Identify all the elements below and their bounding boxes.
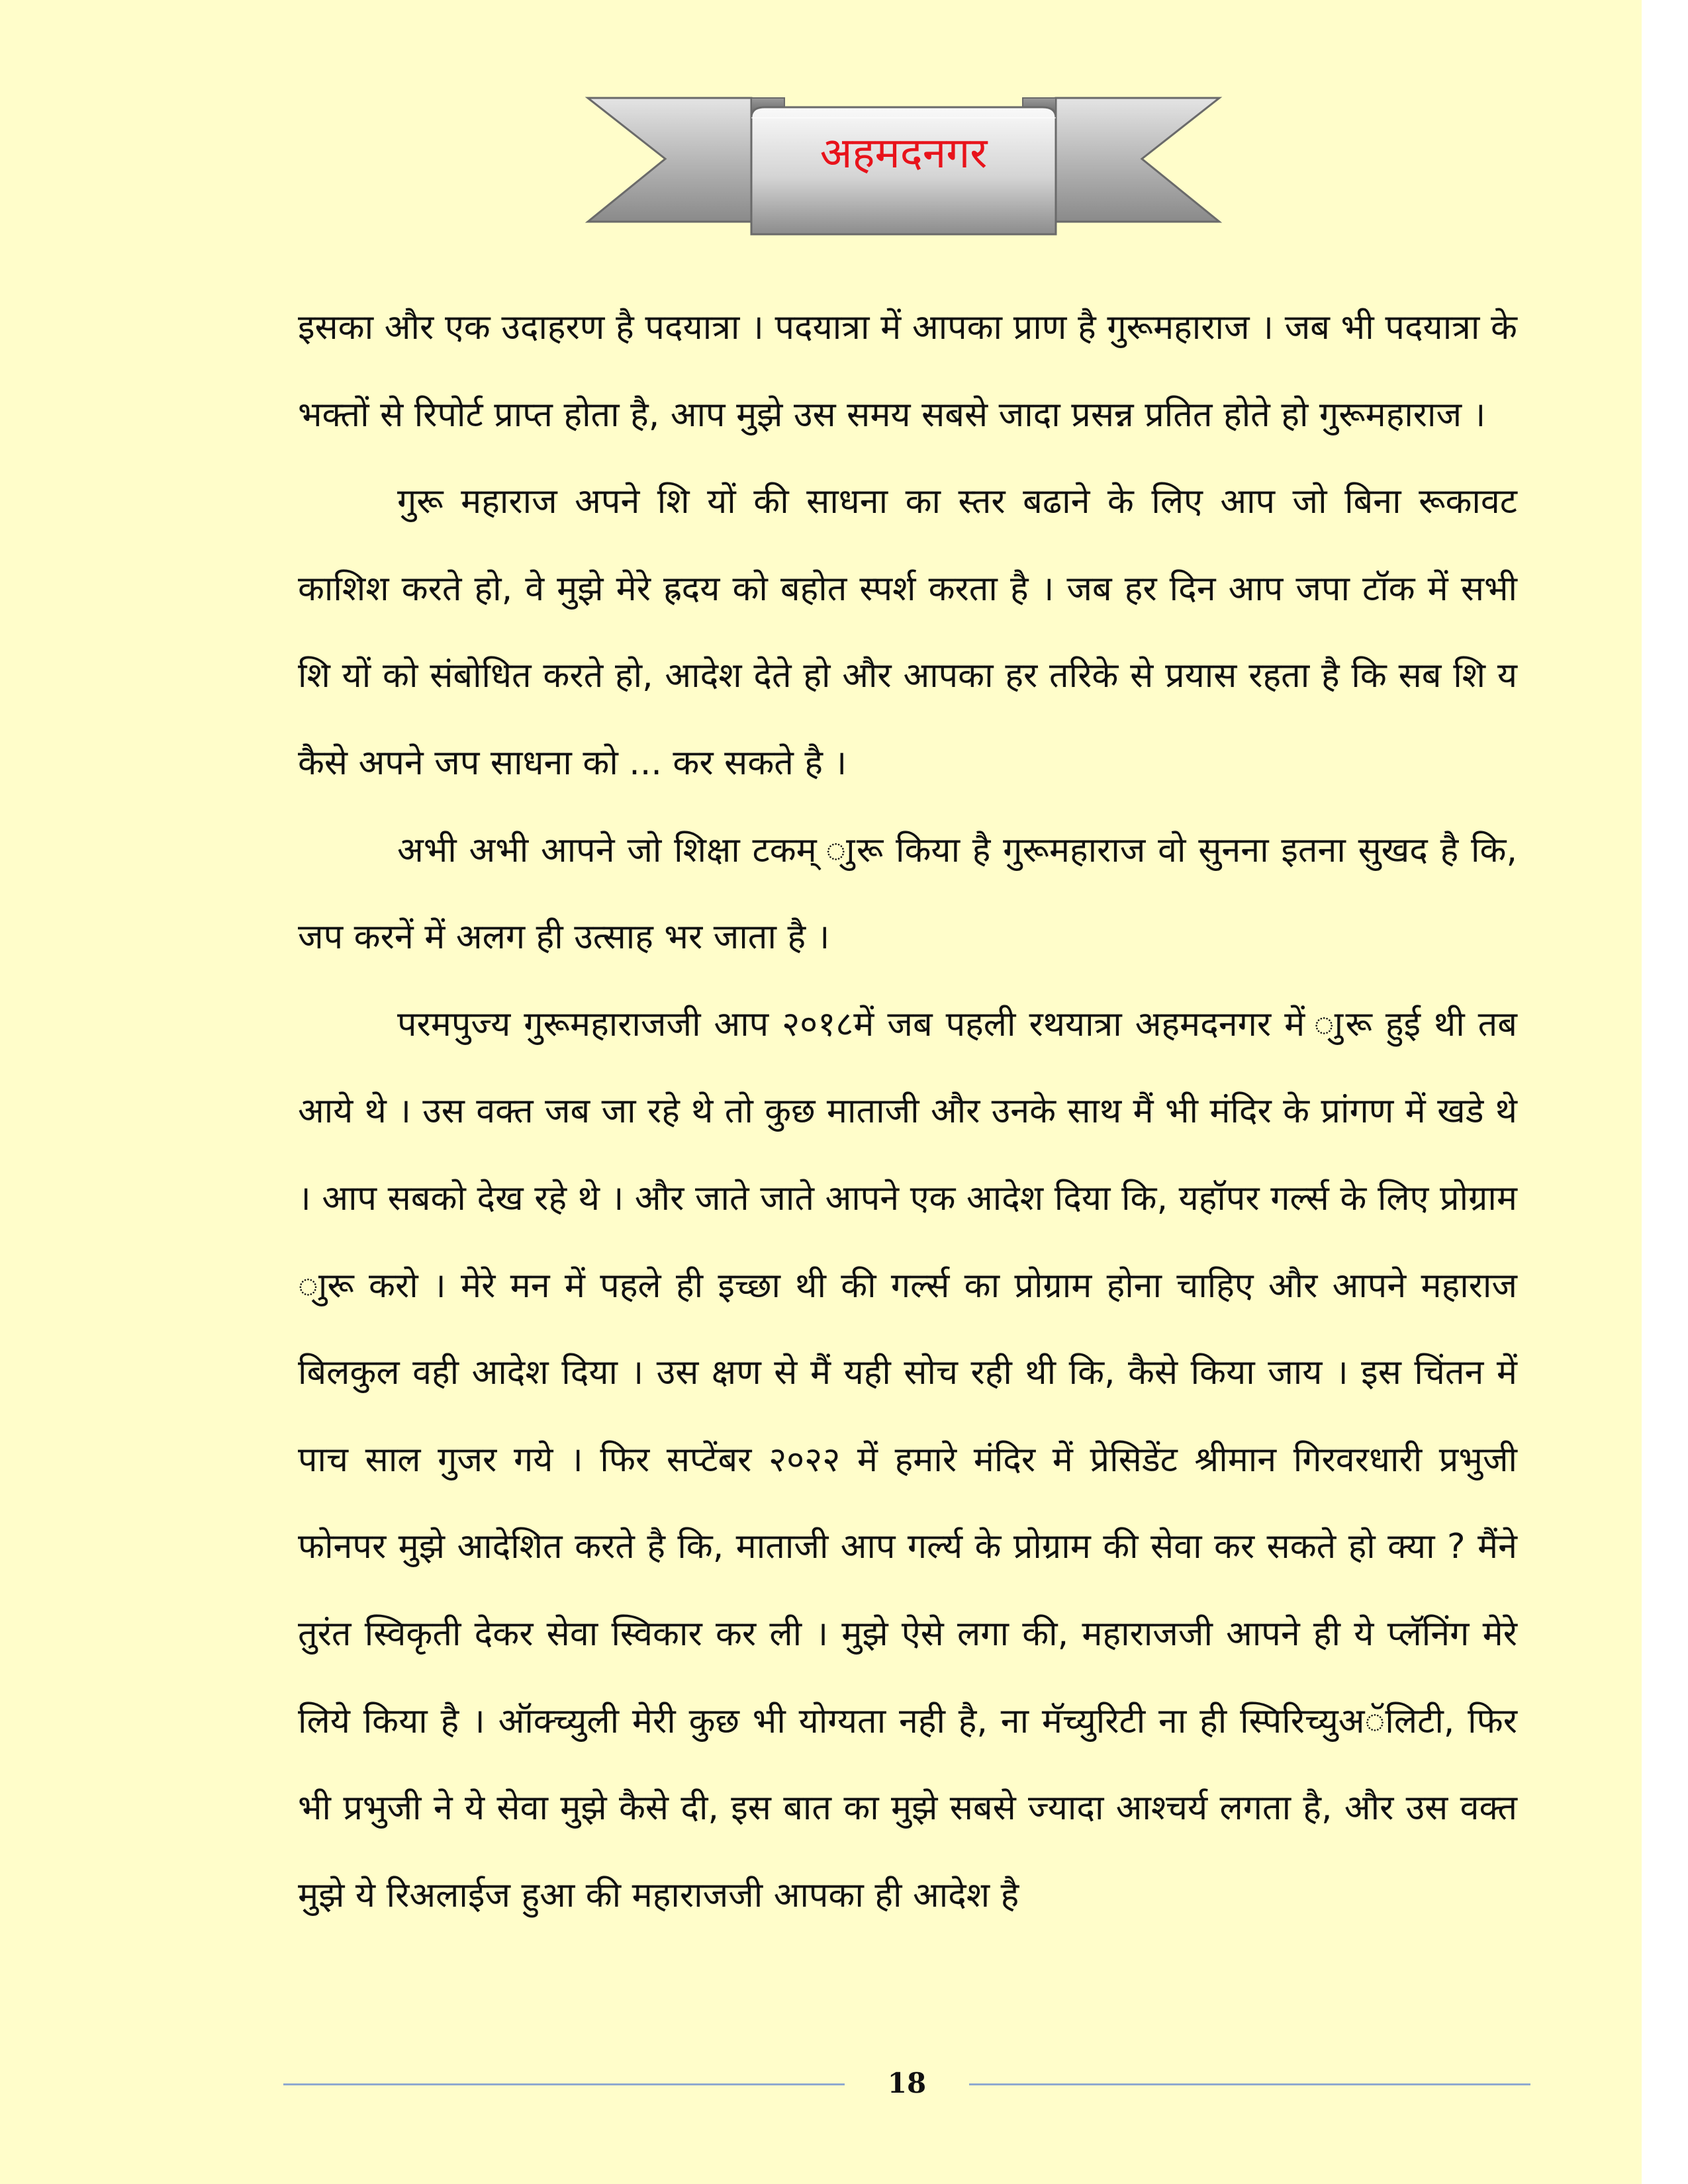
page-title: अहमदनगर (820, 129, 988, 178)
paragraph-4: परमपुज्य गुरूमहाराजजी आप २०१८में जब पहली रथयात्रा अहमदनगर में ाुरू हुई थी तब आये थे । उस वक्त जब जा रहे थे तो कुछ माताजी और उनके साथ मैं भी मंदिर के प्रांगण में खडे थे । आप सबको देख रहे थे । और जाते जाते आपने एक आदेश दिया कि, यहॉपर गर्ल्स के लिए प्रोग्राम ाुरू करो । मेरे मन में पहले ही इच्छा थी की गर्ल्स का प्रोग्राम होना चाहिए और आपने महाराज बिलकुल वही आदेश दिया । उस क्षण से मैं यही सोच रही थी कि, कैसे किया जाय । इस चिंतन में पाच साल गुजर गये । फिर सप्टेंबर २०२२ में हमारे मंदिर में प्रेसिडेंट श्रीमान गिरवरधारी प्रभुजी फोनपर मुझे आदेशित करते है कि, माताजी आप गर्ल्य के प्रोग्राम की सेवा कर सकते हो क्या ? मैंने तुरंत स्विकृती देकर सेवा स्विकार कर ली । मुझे ऐसे लगा की, महाराजजी आपने ही ये प्लॅनिंग मेरे लिये किया है । ऑक्च्युली मेरी कुछ भी योग्यता नही है, ना मॅच्युरिटी ना ही स्पिरिच्युअॅलिटी, फिर भी प्रभुजी ने ये सेवा मुझे कैसे दी, इस बात का मुझे सबसे ज्यादा आश्चर्य लगता है, और उस वक्त मुझे ये रिअलाईज हुआ की महाराजजी आपका ही आदेश है (298, 1004, 1517, 1915)
footer-rule-right (969, 2083, 1530, 2085)
paragraph-1: इसका और एक उदाहरण है पदयात्रा । पदयात्रा में आपका प्राण है गुरूमहाराज । जब भी पदयात्रा के भक्तों से रिपोर्ट प्राप्त होता है, आप मुझे उस समय सबसे जादा प्रसन्न प्रतित होते हो गुरूमहाराज । (298, 308, 1517, 435)
paragraph-2: गुरू महाराज अपने शि यों की साधना का स्तर बढाने के लिए आप जो बिना रूकावट काशिश करते हो, वे मुझे मेरे ह्रदय को बहोत स्पर्श करता है । जब हर दिन आप जपा टॉक में सभी शि यों को संबोधित करते हो, आदेश देते हो और आपका हर तरिके से प्रयास रहता है कि सब शि य कैसे अपने जप साधना को ... कर सकते है । (298, 482, 1517, 783)
body-text (298, 285, 1517, 1939)
footer-rule-left (283, 2083, 845, 2085)
paragraph-3: अभी अभी आपने जो शिक्षा टकम् ाुरू किया है गुरूमहाराज वो सुनना इतना सुखद है कि, जप करनें में अलग ही उत्साह भर जाता है । (298, 830, 1517, 958)
title-banner (583, 93, 1225, 238)
page-number: 18 (887, 2067, 927, 2099)
